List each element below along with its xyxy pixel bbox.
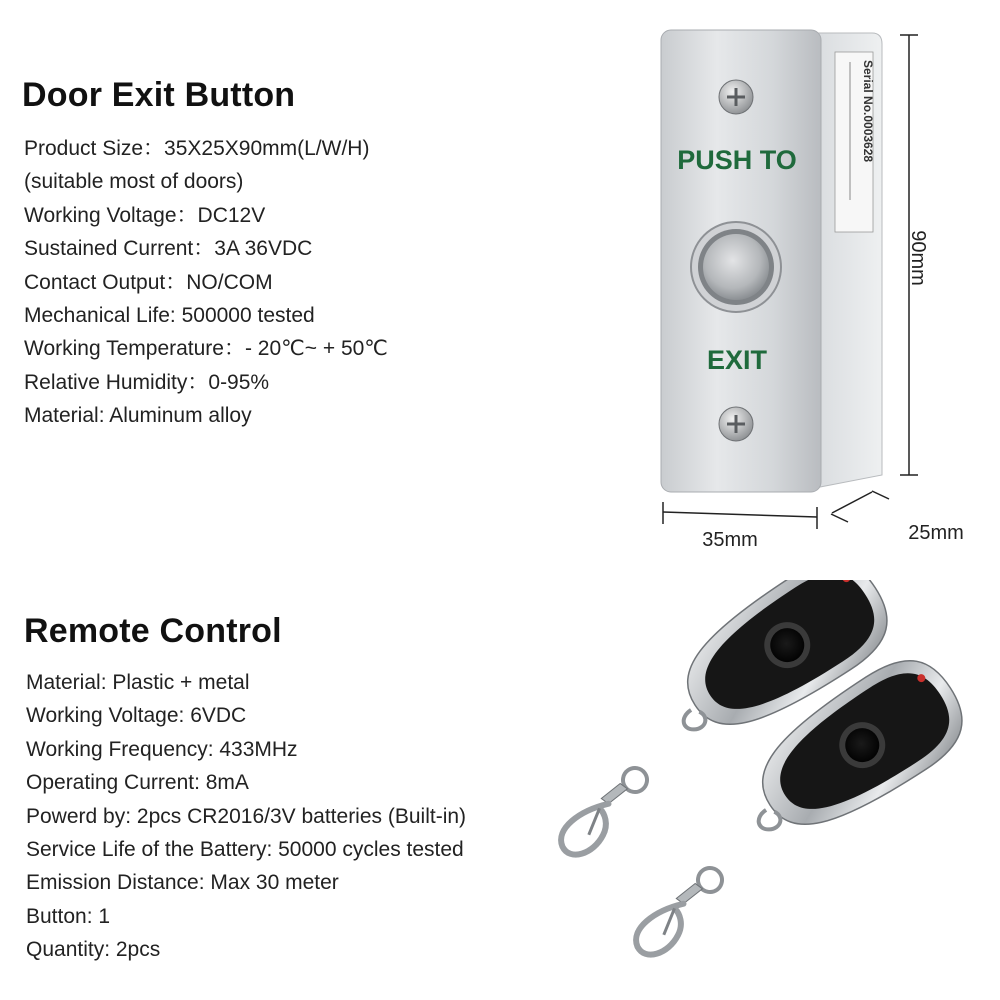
exit-label: EXIT (706, 345, 768, 375)
serial-number-label: Serial No.0003628 (861, 60, 875, 163)
screw-icon (719, 407, 753, 441)
screw-icon (719, 80, 753, 114)
spec-sustained-current: Sustained Current：3A 36VDC (24, 237, 313, 261)
spec-power-source: Powerd by: 2pcs CR2016/3V batteries (Built-in) (26, 804, 467, 828)
spec-working-frequency: Working Frequency: 433MHz (26, 737, 298, 761)
depth-dimension-line (831, 491, 889, 522)
spec-contact-output: Contact Output：NO/COM (24, 270, 273, 294)
door-exit-button-illustration (640, 20, 990, 560)
spec-emission-distance: Emission Distance: Max 30 meter (26, 871, 339, 895)
spec-button-count: Button: 1 (26, 904, 111, 928)
spec-operating-current: Operating Current: 8mA (26, 771, 249, 795)
width-dimension-line (663, 502, 817, 529)
spec-material: Material: Aluminum alloy (24, 404, 252, 428)
width-dimension-label: 35mm (702, 529, 758, 551)
spec-product-size: Product Size：35X25X90mm(L/W/H) (24, 137, 370, 160)
push-to-label: PUSH TO (677, 145, 797, 175)
spec-battery-life: Service Life of the Battery: 50000 cycles tested (26, 837, 464, 861)
depth-dimension-label: 25mm (908, 522, 964, 544)
spec-quantity: Quantity: 2pcs (26, 938, 161, 962)
spec-material: Material: Plastic + metal (26, 671, 250, 694)
spec-mechanical-life: Mechanical Life: 500000 tested (24, 303, 315, 327)
spec-working-voltage: Working Voltage：DC12V (24, 203, 266, 227)
door-exit-button-title: Door Exit Button (22, 76, 296, 114)
height-dimension-label: 90mm (907, 230, 929, 286)
door-exit-button-spec-list (24, 132, 388, 433)
remote-control-spec-list (26, 666, 466, 967)
remote-control-title: Remote Control (24, 612, 282, 650)
push-button-icon (691, 222, 781, 312)
spec-working-temperature: Working Temperature：- 20℃~ + 50℃ (24, 337, 388, 361)
spec-door-suitability: (suitable most of doors) (24, 170, 244, 194)
remote-control-illustration (540, 580, 980, 980)
spec-working-voltage: Working Voltage: 6VDC (26, 704, 247, 728)
spec-relative-humidity: Relative Humidity：0-95% (24, 370, 270, 394)
